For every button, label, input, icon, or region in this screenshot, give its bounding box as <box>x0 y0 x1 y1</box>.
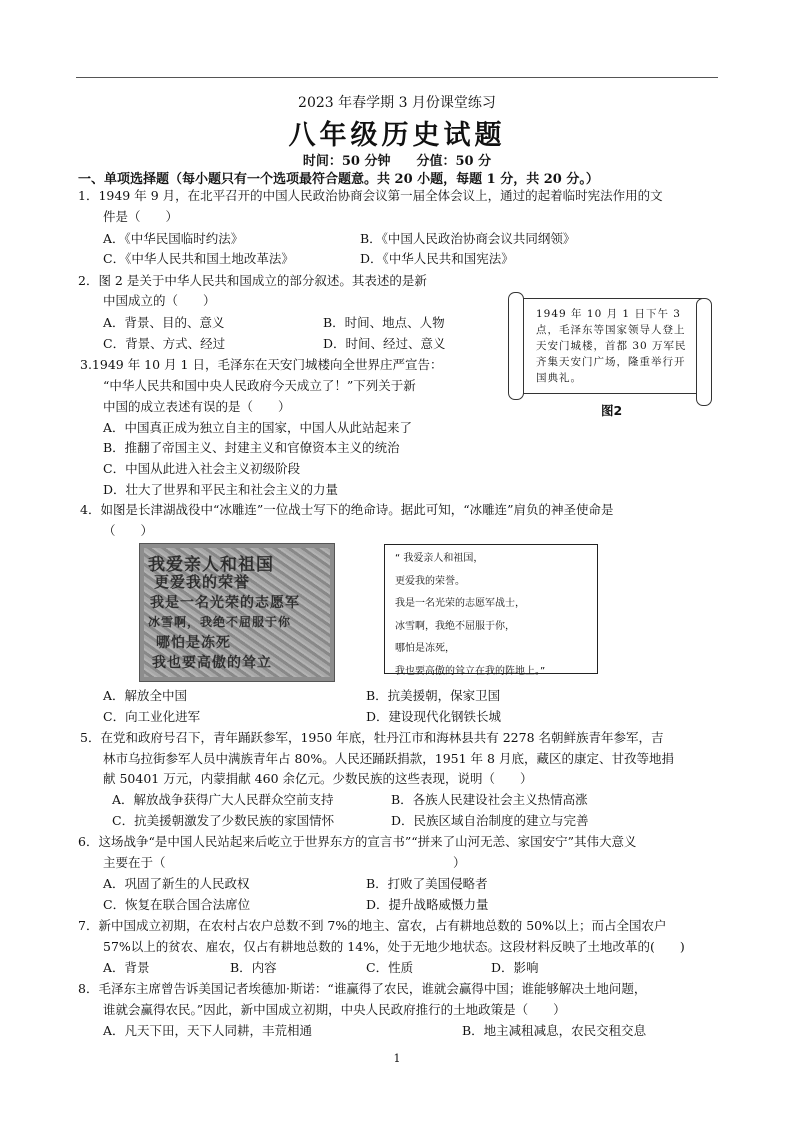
scroll-roll-left-icon <box>508 292 524 400</box>
figure2-text: 1949 年 10 月 1 日下午 3 点，毛泽东等国家领导人登上天安门城楼，首都 30 万军民齐集天安门广场，隆重举行开国典礼。 <box>536 308 687 384</box>
q3-stem-cont: “中华人民共和国中央人民政府今天成立了！”下列关于新 <box>103 378 416 393</box>
q7-option-a: A．背景 <box>103 960 150 975</box>
q6-option-c: C．恢复在联合国合法席位 <box>103 897 251 912</box>
q8-option-b: B．地主减租减息，农民交租交息 <box>462 1023 647 1038</box>
q2-option-b: B．时间、地点、人物 <box>323 315 445 330</box>
exam-meta: 时间：50 分钟 分值：50 分 <box>302 154 492 169</box>
q6-stem: 6．这场战争“是中国人民站起来后屹立于世界东方的宣言书”“拼来了山河无恙、家国安宁”其伟大意义 <box>78 834 637 849</box>
q3-option-b: B．推翻了帝国主义、封建主义和官僚资本主义的统治 <box>103 440 400 455</box>
q2-option-a: A．背景、目的、意义 <box>103 315 225 330</box>
q2-option-c: C．背景、方式、经过 <box>103 336 226 351</box>
q4-stem-cont: （ ） <box>103 523 154 538</box>
q3-option-a: A．中国真正成为独立自主的国家，中国人从此站起来了 <box>103 420 413 435</box>
figure2-scroll <box>500 290 720 412</box>
q4-option-a: A．解放全中国 <box>103 688 188 703</box>
poem-line: 更爱我的荣誉。 <box>395 575 465 587</box>
exam-title: 八年级历史试题 <box>288 120 506 151</box>
q4-stem: 4．如图是长津湖战役中“冰雕连”一位战士写下的绝命诗。据此可知，“冰雕连”肩负的神圣使命是 <box>80 502 614 517</box>
poem-transcription-box <box>384 544 598 677</box>
q6-stem-cont: 主要在于（ ） <box>103 855 466 870</box>
q5-option-a: A．解放战争获得广大人民群众空前支持 <box>112 792 334 807</box>
q1-option-a: A．《中华民国临时约法》 <box>103 231 244 246</box>
q8-stem-cont: 谁就会赢得农民。”因此，新中国成立初期，中央人民政府推行的土地政策是（ ） <box>103 1002 566 1017</box>
q2-stem-cont: 中国成立的（ ） <box>103 293 216 308</box>
q3-stem: 3.1949 年 10 月 1 日，毛泽东在天安门城楼向全世界庄严宣告： <box>80 357 443 372</box>
q5-option-b: B．各族人民建设社会主义热情高涨 <box>391 792 588 807</box>
section-heading: 一、单项选择题（每小题只有一个选项最符合题意。共 20 小题，每题 1 分，共 20 分。） <box>78 172 599 187</box>
q1-option-b: B．《中国人民政治协商会议共同纲领》 <box>360 231 576 246</box>
exam-subtitle: 2023 年春学期 3 月份课堂练习 <box>298 95 496 111</box>
poem-line: 我是一名光荣的志愿军战士， <box>395 598 525 609</box>
poem-line: 哪怕是冻死， <box>395 643 455 654</box>
poem-line: 冰雪啊，我绝不屈服于你， <box>395 620 515 632</box>
q4-option-b: B．抗美援朝，保家卫国 <box>366 688 501 703</box>
q3-stem-cont2: 中国的成立表述有误的是（ ） <box>103 399 291 414</box>
q7-option-b: B．内容 <box>230 960 277 975</box>
q3-option-d: D．壮大了世界和平民主和社会主义的力量 <box>103 482 339 497</box>
q6-option-d: D．提升战略威慑力量 <box>366 897 489 912</box>
q8-stem: 8．毛泽东主席曾告诉美国记者埃德加·斯诺：“谁赢得了农民，谁就会赢得中国；谁能够解决土地问题， <box>78 981 647 996</box>
q3-option-c: C．中国从此进入社会主义初级阶段 <box>103 461 301 476</box>
q5-stem: 5．在党和政府号召下，青年踊跃参军，1950 年底，牡丹江市和海林县共有 2278 名朝鲜族青年参军，吉 <box>80 730 664 745</box>
q7-option-c: C．性质 <box>366 960 414 975</box>
scroll-roll-right-icon <box>696 298 712 406</box>
q7-stem: 7．新中国成立初期，在农村占农户总数不到 7%的地主、富农，占有耕地总数的 50%以上；而占全国农户 <box>78 918 667 933</box>
q5-stem-cont2: 献 50401 万元，内蒙捐献 460 余亿元。少数民族的这些表现，说明（ ） <box>103 771 533 786</box>
q5-option-c: C．抗美援朝激发了少数民族的家国情怀 <box>112 813 335 828</box>
page-number: 1 <box>393 1052 401 1065</box>
figure2-label: 图2 <box>601 403 623 418</box>
q2-option-d: D．时间、经过、意义 <box>323 336 446 351</box>
q5-stem-cont: 林市乌拉街参军人员中满族青年占 80%。人民还踊跃捐款，1951 年 8 月底，藏区的康定、甘孜等地捐 <box>103 751 674 766</box>
q5-option-d: D．民族区域自治制度的建立与完善 <box>391 813 589 828</box>
q1-stem: 1．1949 年 9 月，在北平召开的中国人民政治协商会议第一届全体会议上，通过的起着临时宪法作用的文 <box>78 188 663 203</box>
poem-line: “ 我爱亲人和祖国， <box>395 553 484 564</box>
poem-line: 我也要高傲的耸立在我的阵地上。” <box>395 665 546 677</box>
q7-option-d: D．影响 <box>491 960 539 975</box>
q6-option-b: B．打败了美国侵略者 <box>366 876 488 891</box>
q8-option-a: A．凡天下田，天下人同耕，丰荒相通 <box>103 1023 313 1038</box>
q1-stem-cont: 件是（ ） <box>103 209 179 224</box>
q6-option-a: A．巩固了新生的人民政权 <box>103 876 250 891</box>
top-rule <box>76 77 718 78</box>
handwritten-poem-photo: 我爱亲人和祖国 更爱我的荣誉 我是一名光荣的志愿军 冰雪啊，我绝不屈服于你 哪怕是冻死 我也要高傲的耸立 <box>139 543 335 682</box>
q7-stem-cont: 57%以上的贫农、雇农，仅占有耕地总数的 14%，处于无地少地状态。这段材料反映了土地改革的( ) <box>103 939 685 954</box>
q1-option-c: C．《中华人民共和国土地改革法》 <box>103 251 294 266</box>
q1-option-d: D．《中华人民共和国宪法》 <box>360 251 514 266</box>
q4-option-c: C．向工业化进军 <box>103 709 201 724</box>
q4-option-d: D．建设现代化钢铁长城 <box>366 709 502 724</box>
q2-stem: 2．图 2 是关于中华人民共和国成立的部分叙述。其表述的是新 <box>78 273 427 288</box>
